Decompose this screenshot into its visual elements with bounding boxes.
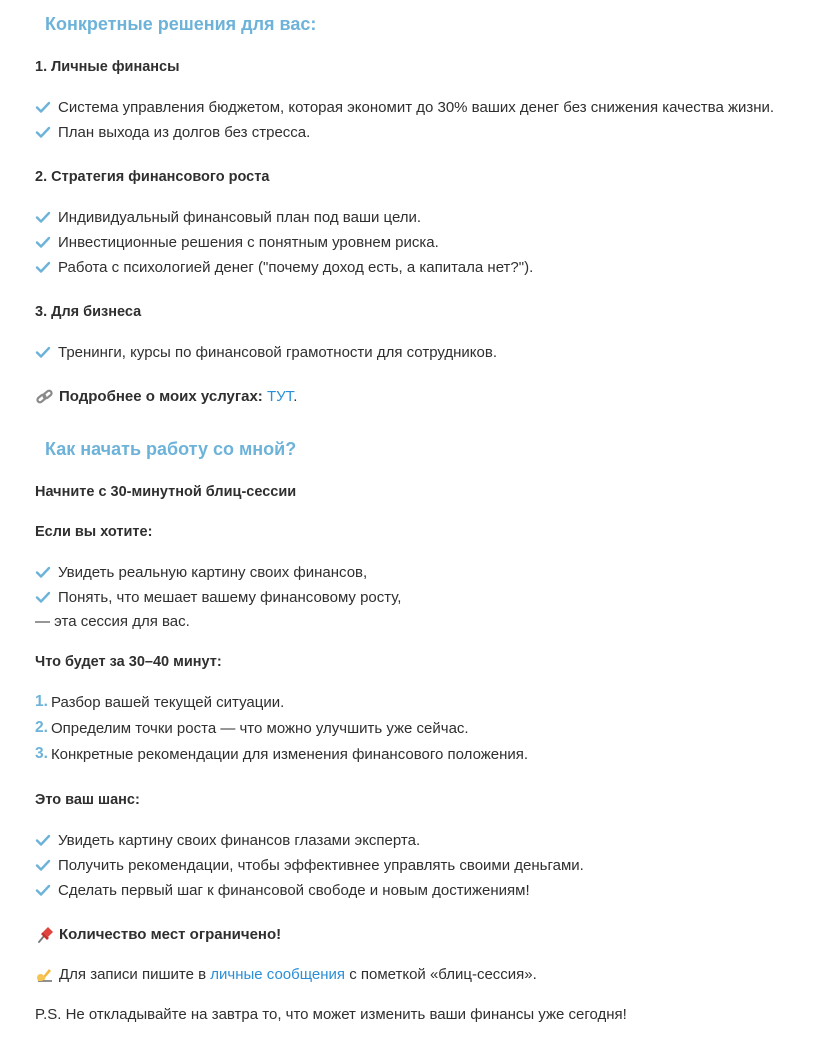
step-number: 2. [35, 719, 48, 736]
list-item-text: Инвестиционные решения с понятным уровнем риска. [58, 233, 439, 251]
list-item [35, 719, 469, 737]
services-more-label: Подробнее о моих услугах: [59, 388, 263, 405]
list-item [35, 588, 401, 606]
writing-hand-icon [35, 966, 55, 984]
step-number: 3. [35, 745, 48, 762]
services-link[interactable]: ТУТ [266, 388, 294, 405]
list-item-text: Понять, что мешает вашему финансовому росту, [58, 588, 402, 606]
check-icon [35, 563, 51, 581]
check-icon [35, 208, 51, 226]
services-more-end: . [293, 388, 298, 405]
check-icon [35, 588, 51, 606]
list-item [35, 831, 420, 849]
list-item-text: Индивидуальный финансовый план под ваши цели. [58, 208, 422, 226]
check-icon [35, 233, 51, 251]
what-will-be-title: Что будет за 30–40 минут: [35, 654, 222, 670]
step-number: 1. [35, 693, 48, 710]
session-intro: Начните с 30-минутной блиц-сессии [35, 484, 297, 500]
check-icon [35, 856, 51, 874]
contact-after: с пометкой «блиц-сессия». [349, 966, 537, 983]
private-messages-link[interactable]: личные сообщения [210, 966, 346, 983]
list-item [35, 233, 439, 251]
list-item [35, 745, 528, 763]
list-item [35, 881, 530, 899]
list-item-text: Увидеть реальную картину своих финансов, [58, 563, 368, 581]
services-more-line [35, 388, 297, 406]
contact-before: Для записи пишите в [59, 966, 207, 983]
list-item [35, 563, 367, 581]
link-icon [35, 388, 55, 406]
limited-seats-line [35, 926, 281, 944]
step-text: Разбор вашей текущей ситуации. [50, 693, 285, 711]
session-for-you: — эта сессия для вас. [35, 613, 190, 630]
list-item-text: Тренинги, курсы по финансовой грамотности для сотрудников. [58, 343, 497, 361]
list-item [35, 208, 421, 226]
contact-line [35, 966, 537, 984]
check-icon [35, 123, 51, 141]
check-icon [35, 258, 51, 276]
check-icon [35, 98, 51, 116]
list-item-text: Система управления бюджетом, которая экономит до 30% ваших денег без снижения качества жизни. [58, 98, 775, 116]
check-icon [35, 343, 51, 361]
pushpin-icon [35, 926, 55, 944]
limited-seats-text: Количество мест ограничено! [59, 926, 282, 943]
section-heading-solutions: Конкретные решения для вас: [45, 14, 317, 34]
group-title-growth-strategy: 2. Стратегия финансового роста [35, 169, 270, 185]
list-item [35, 258, 533, 276]
list-item-text: План выхода из долгов без стресса. [58, 123, 311, 141]
section-heading-how-to-start: Как начать работу со мной? [45, 439, 297, 459]
list-item [35, 123, 310, 141]
list-item-text: Получить рекомендации, чтобы эффективнее управлять своими деньгами. [58, 856, 584, 874]
list-item-text: Работа с психологией денег ("почему доход есть, а капитала нет?"). [58, 258, 534, 276]
list-item-text: Увидеть картину своих финансов глазами эксперта. [58, 831, 421, 849]
check-icon [35, 881, 51, 899]
if-you-want-title: Если вы хотите: [35, 524, 153, 540]
list-item-text: Сделать первый шаг к финансовой свободе и новым достижениям! [58, 881, 530, 899]
list-item [35, 98, 774, 116]
step-text: Конкретные рекомендации для изменения финансового положения. [50, 745, 529, 763]
group-title-business: 3. Для бизнеса [35, 304, 142, 320]
ps-text: P.S. Не откладывайте на завтра то, что может изменить ваши финансы уже сегодня! [35, 1006, 627, 1023]
list-item [35, 693, 284, 711]
step-text: Определим точки роста — что можно улучшить уже сейчас. [50, 719, 469, 737]
list-item [35, 856, 584, 874]
check-icon [35, 831, 51, 849]
group-title-personal-finance: 1. Личные финансы [35, 59, 180, 75]
list-item [35, 343, 497, 361]
chance-title: Это ваш шанс: [35, 792, 140, 808]
